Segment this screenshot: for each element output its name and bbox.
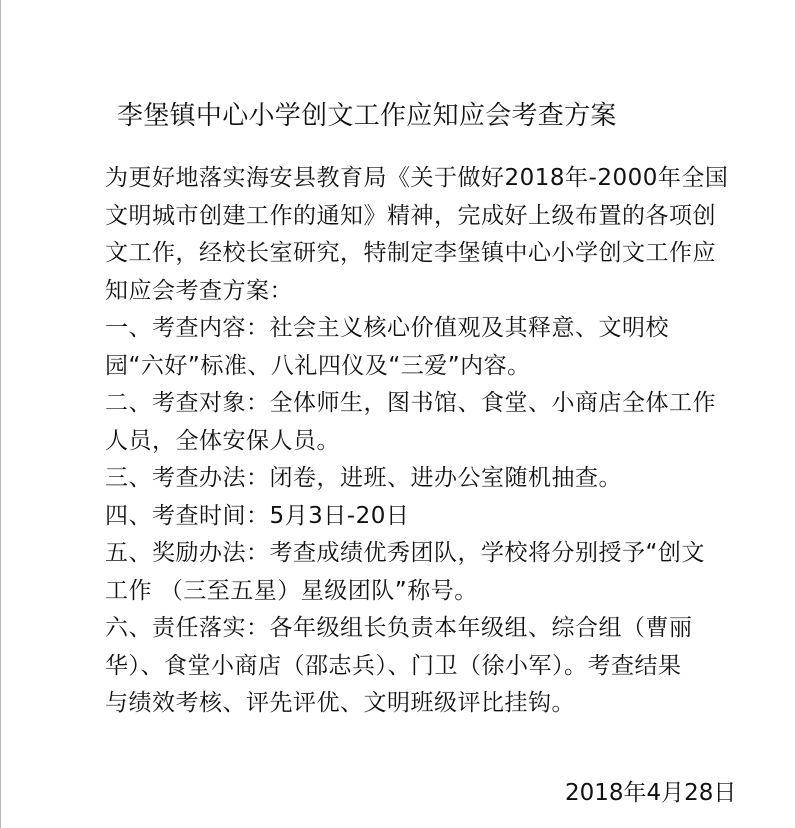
intro-line: 为更好地落实海安县教育局《关于做好2018年-2000年全国 xyxy=(105,165,729,191)
section-responsibility xyxy=(105,610,745,723)
document-date: 2018年4月28日 xyxy=(565,780,737,806)
section-line: 五、奖励办法：考查成绩优秀团队，学校将分别授予“创文 xyxy=(105,540,705,566)
section-reward-method xyxy=(105,535,745,610)
section-line: 与绩效考核、评先评优、文明班级评比挂钩。 xyxy=(105,690,575,716)
page-left-border xyxy=(0,0,1,828)
section-line: 三、考查办法：闭卷，进班、进办公室随机抽查。 xyxy=(105,465,622,491)
intro-line: 文工作，经校长室研究，特制定李堡镇中心小学创文工作应 xyxy=(105,240,716,266)
document-body xyxy=(105,160,745,723)
intro-paragraph xyxy=(105,160,745,310)
section-exam-time xyxy=(105,498,745,536)
section-exam-targets xyxy=(105,385,745,460)
document-title: 李堡镇中心小学创文工作应知应会考查方案 xyxy=(117,101,617,131)
section-line: 工作 （三至五星）星级团队”称号。 xyxy=(105,577,478,604)
section-line: 华）、食堂小商店（邵志兵）、门卫（徐小军）。考查结果 xyxy=(105,652,682,679)
section-line: 四、考查时间：5月3日-20日 xyxy=(105,502,410,529)
section-exam-content xyxy=(105,310,745,385)
section-exam-method xyxy=(105,460,745,498)
section-line: 六、责任落实：各年级组长负责本年级组、综合组（曹丽 xyxy=(105,615,693,641)
section-line: 一、考查内容：社会主义核心价值观及其释意、文明校 xyxy=(105,315,669,341)
intro-line: 文明城市创建工作的通知》精神，完成好上级布置的各项创 xyxy=(105,202,716,229)
intro-line: 知应会考查方案： xyxy=(105,277,293,304)
section-line: 园“六好”标准、八礼四仪及“三爱”内容。 xyxy=(105,352,531,379)
section-line: 人员，全体安保人员。 xyxy=(105,427,340,454)
section-line: 二、考查对象：全体师生，图书馆、食堂、小商店全体工作 xyxy=(105,390,716,416)
